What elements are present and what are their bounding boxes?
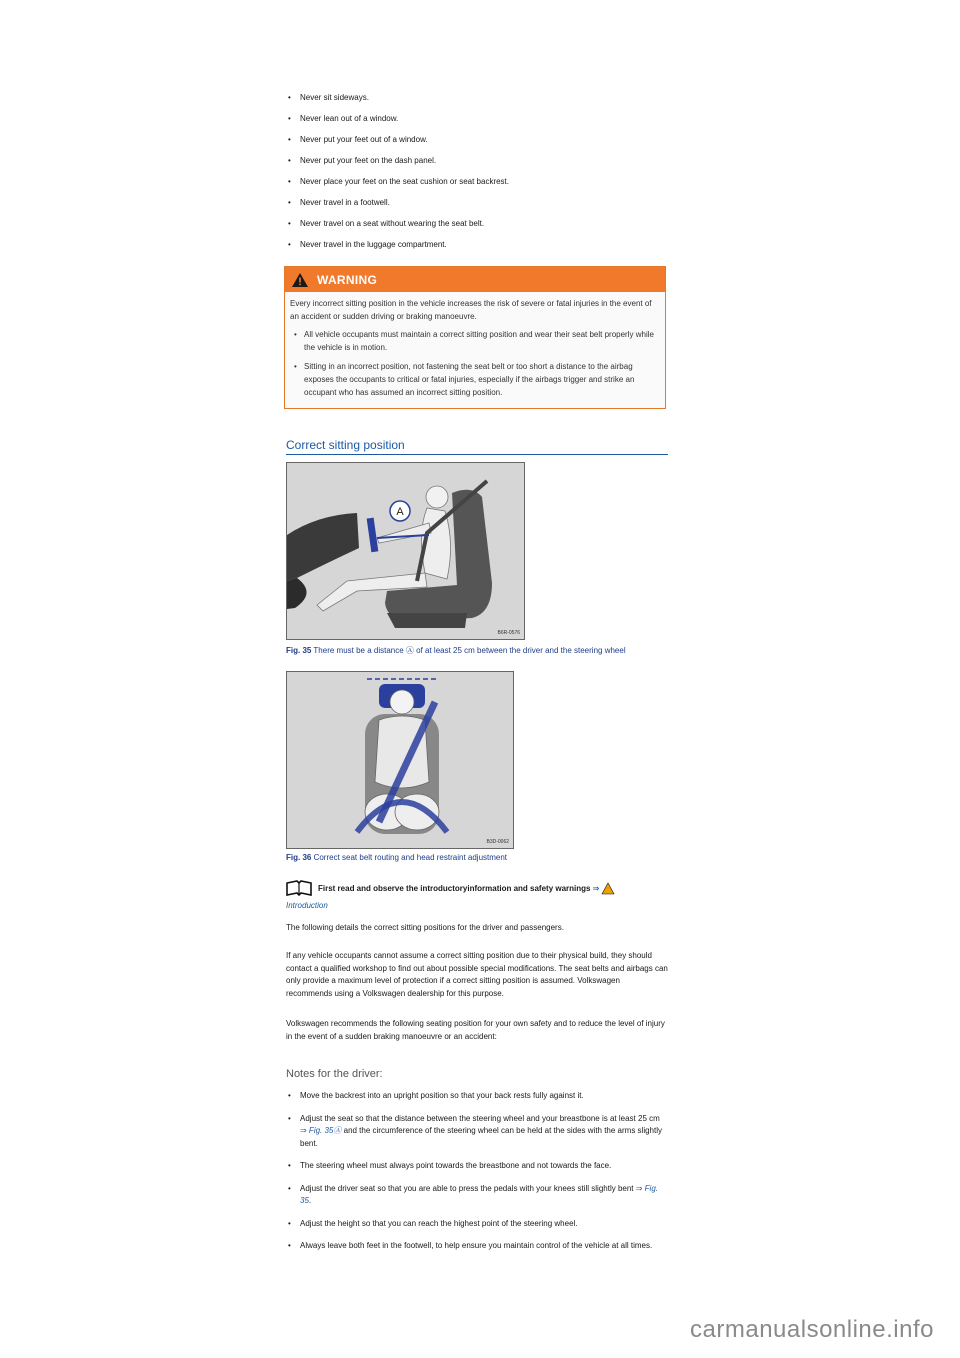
paragraph: Volkswagen recommends the following seating position for your own safety and to reduce the level of injury in the event of a sudden braking manoeuvre or an accident: <box>286 1019 665 1041</box>
figure-35-caption-text: There must be a distance Ⓐ of at least 25 cm between the driver and the steering wheel <box>313 646 626 655</box>
list-item: • Never put your feet on the dash panel. <box>286 155 668 167</box>
figure-35-caption <box>286 645 626 656</box>
note-arrow: ⇒ <box>592 883 600 893</box>
list-item: • Always leave both feet in the footwell, to help ensure you maintain control of the vehicle at all times. <box>286 1240 668 1253</box>
intro-note <box>286 880 668 896</box>
figure-35-driver-illustration <box>286 462 525 640</box>
figure-36-label: Fig. 36 <box>286 853 312 862</box>
figure-36-seatbelt-illustration <box>286 671 514 849</box>
list-item: • The steering wheel must always point towards the breastbone and not towards the face. <box>286 1160 668 1173</box>
list-item: • Never put your feet out of a window. <box>286 134 668 146</box>
warning-triangle-icon <box>291 272 309 288</box>
paragraph: The following details the correct sitting positions for the driver and passengers. <box>286 923 564 932</box>
list-item <box>286 1183 668 1208</box>
warning-box <box>284 266 666 409</box>
figure-35-label: Fig. 35 <box>286 646 312 655</box>
figure-35-code: B6R-0576 <box>497 630 520 636</box>
list-item: • Never travel in a footwell. <box>286 197 668 209</box>
list-item: • Adjust the height so that you can reach the highest point of the steering wheel. <box>286 1218 668 1231</box>
figure-35-link[interactable]: ⇒ Fig. 35 <box>300 1183 658 1205</box>
list-item: • Never place your feet on the seat cushion or seat backrest. <box>286 176 668 188</box>
book-icon <box>286 880 312 896</box>
figure-35-marker: A <box>396 506 404 518</box>
driver-notes-list <box>286 1090 668 1263</box>
warning-item: • All vehicle occupants must maintain a correct sitting position and wear their seat belt properly while the vehicle is in motion. <box>290 328 660 354</box>
warning-title: WARNING <box>317 272 378 287</box>
section-title: Correct sitting position <box>286 438 668 455</box>
introduction-link[interactable]: Introduction <box>286 901 328 910</box>
list-item-text: . <box>308 1196 312 1205</box>
warning-triangle-icon <box>601 882 615 895</box>
figure-36-code: B3D-0062 <box>486 839 509 845</box>
list-item-text: Adjust the driver seat so that you are able to press the pedals with your knees still slightly bent <box>300 1183 636 1193</box>
list-item: • Move the backrest into an upright position so that your back rests fully against it. <box>286 1090 668 1103</box>
watermark: carmanualsonline.info <box>690 1316 934 1343</box>
note-text: First read and observe the introductoryinformation and safety warnings <box>318 883 591 893</box>
paragraph: If any vehicle occupants cannot assume a correct sitting position due to their physical build, they should contact a qualified workshop to find out about possible special modifications. The seat belts and airbags can only provide a maximum level of protection if a correct sitting position is assumed. Volkswagen recommends using a Volkswagen dealership for this purpose. <box>286 951 668 998</box>
list-item: • Never lean out of a window. <box>286 113 668 125</box>
list-item-text: and the circumference of the steering wheel can be held at the sides with the arms slightly bent. <box>300 1126 663 1148</box>
list-item: • Never travel in the luggage compartment. <box>286 239 668 251</box>
list-item <box>286 1113 668 1151</box>
driver-notes-title: Notes for the driver: <box>286 1068 383 1080</box>
list-item: • Never sit sideways. <box>286 92 668 104</box>
warning-item: • Sitting in an incorrect position, not fastening the seat belt or too short a distance to the airbag exposes the occupants to critical or fatal injuries, especially if the airbags trigger and strike an occupant who has assumed an incorrect sitting position. <box>290 360 660 399</box>
figure-35-link[interactable]: ⇒ Fig. 35Ⓐ <box>300 1126 342 1135</box>
figure-36-caption <box>286 853 507 862</box>
list-item-text: Adjust the seat so that the distance between the steering wheel and your breastbone is at least 25 cm <box>300 1113 660 1123</box>
warning-intro: Every incorrect sitting position in the vehicle increases the risk of severe or fatal injuries in the event of an accident or sudden driving or braking manoeuvre. <box>290 299 652 321</box>
list-item: • Never travel on a seat without wearing the seat belt. <box>286 218 668 230</box>
figure-36-caption-text: Correct seat belt routing and head restraint adjustment <box>313 853 508 862</box>
top-bullet-list <box>286 92 668 260</box>
warning-header <box>285 267 665 292</box>
